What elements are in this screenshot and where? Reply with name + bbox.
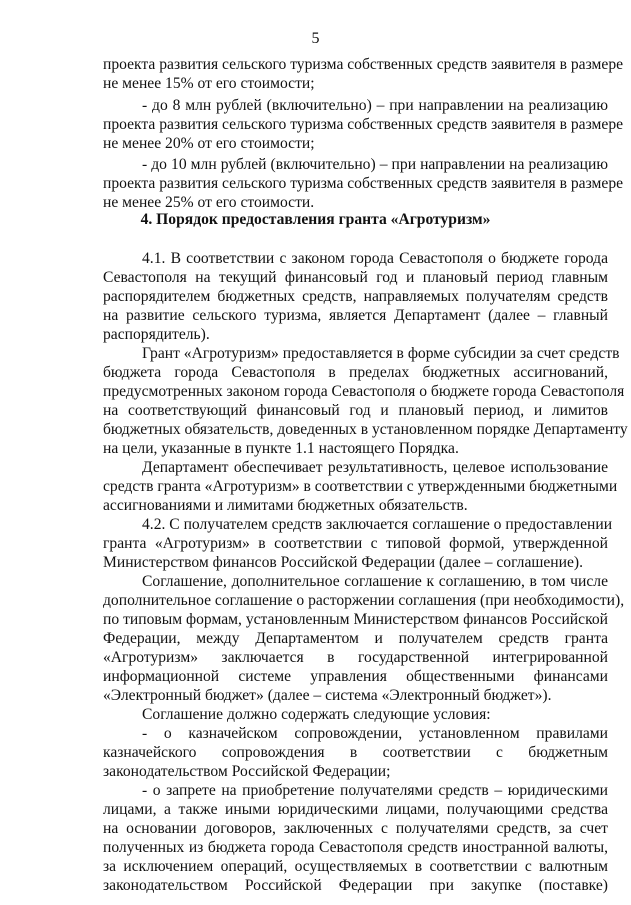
text-line: проекта развития сельского туризма собственных средств заявителя в размере bbox=[103, 116, 624, 133]
text-line: - о запрете на приобретение получателями средств – юридическими bbox=[142, 782, 608, 799]
text-line: Грант «Агротуризм» предоставляется в форме субсидии за счет средств bbox=[142, 345, 620, 362]
text-line: Федерации, между Департаментом и получателем средств гранта bbox=[103, 630, 608, 647]
text-line: на цели, указанные в пункте 1.1 настоящего Порядка. bbox=[103, 440, 459, 457]
text-line: информационной системе управления общественными финансами bbox=[103, 668, 608, 685]
section-heading: 4. Порядок предоставления гранта «Агротуризм» bbox=[140, 211, 491, 228]
text-line: бюджета города Севастополя в пределах бюджетных ассигнований, bbox=[103, 364, 608, 381]
text-line: законодательством Российской Федерации; bbox=[103, 763, 391, 780]
text-line: не менее 15% от его стоимости; bbox=[103, 75, 315, 92]
text-line: 4.1. В соответствии с законом города Севастополя о бюджете города bbox=[142, 250, 608, 267]
text-line: проекта развития сельского туризма собственных средств заявителя в размере bbox=[103, 56, 624, 73]
text-line: на развитие сельского туризма, является Департамент (далее – главный bbox=[103, 307, 608, 324]
text-line: казначейского сопровождения в соответствии с бюджетным bbox=[103, 744, 608, 761]
text-line: Департамент обеспечивает результативность, целевое использование bbox=[142, 459, 608, 476]
text-line: проекта развития сельского туризма собственных средств заявителя в размере bbox=[103, 175, 624, 192]
text-line: средств гранта «Агротуризм» в соответствии с утвержденными бюджетными bbox=[103, 478, 618, 495]
text-line: лицами, а также иными юридическими лицами, получающими средства bbox=[103, 801, 608, 818]
text-line: 4.2. С получателем средств заключается соглашение о предоставлении bbox=[142, 516, 613, 533]
text-line: по типовым формам, установленным Министерством финансов Российской bbox=[103, 611, 608, 628]
text-line: полученных из бюджета города Севастополя средств иностранной валюты, bbox=[103, 839, 608, 856]
page-number: 5 bbox=[311, 30, 320, 47]
text-line: - до 8 млн рублей (включительно) – при направлении на реализацию bbox=[142, 97, 608, 114]
text-line: дополнительное соглашение о расторжении соглашения (при необходимости), bbox=[103, 592, 625, 609]
text-line: - о казначейском сопровождении, установленном правилами bbox=[142, 725, 608, 742]
text-line: «Агротуризм» заключается в государственной интегрированной bbox=[103, 649, 608, 666]
text-line: Севастополя на текущий финансовый год и плановый период главным bbox=[103, 269, 608, 286]
text-line: на соответствующий финансовый год и плановый период, и лимитов bbox=[103, 402, 608, 419]
text-line: Соглашение должно содержать следующие условия: bbox=[142, 706, 491, 723]
text-line: не менее 25% от его стоимости. bbox=[103, 194, 315, 211]
text-line: «Электронный бюджет» (далее – система «Электронный бюджет»). bbox=[103, 687, 552, 704]
text-line: распорядителем бюджетных средств, направляемых получателям средств bbox=[103, 288, 608, 305]
text-line: ассигнованиями и лимитами бюджетных обязательств. bbox=[103, 497, 468, 514]
text-line: законодательством Российской Федерации при закупке (поставке) bbox=[103, 877, 608, 894]
text-line: Министерством финансов Российской Федерации (далее – соглашение). bbox=[103, 554, 584, 571]
text-line: на основании договоров, заключенных с получателями средств, за счет bbox=[103, 820, 608, 837]
text-line: не менее 20% от его стоимости; bbox=[103, 135, 315, 152]
text-line: распорядитель). bbox=[103, 326, 210, 343]
text-line: Соглашение, дополнительное соглашение к соглашению, в том числе bbox=[142, 573, 608, 590]
text-line: бюджетных обязательств, доведенных в установленном порядке Департаменту bbox=[103, 421, 628, 438]
text-line: - до 10 млн рублей (включительно) – при направлении на реализацию bbox=[142, 156, 608, 173]
text-line: гранта «Агротуризм» в соответствии с типовой формой, утвержденной bbox=[103, 535, 608, 552]
text-line: за исключением операций, осуществляемых в соответствии с валютным bbox=[103, 858, 608, 875]
text-line: предусмотренных законом города Севастополя о бюджете города Севастополя bbox=[103, 383, 625, 400]
